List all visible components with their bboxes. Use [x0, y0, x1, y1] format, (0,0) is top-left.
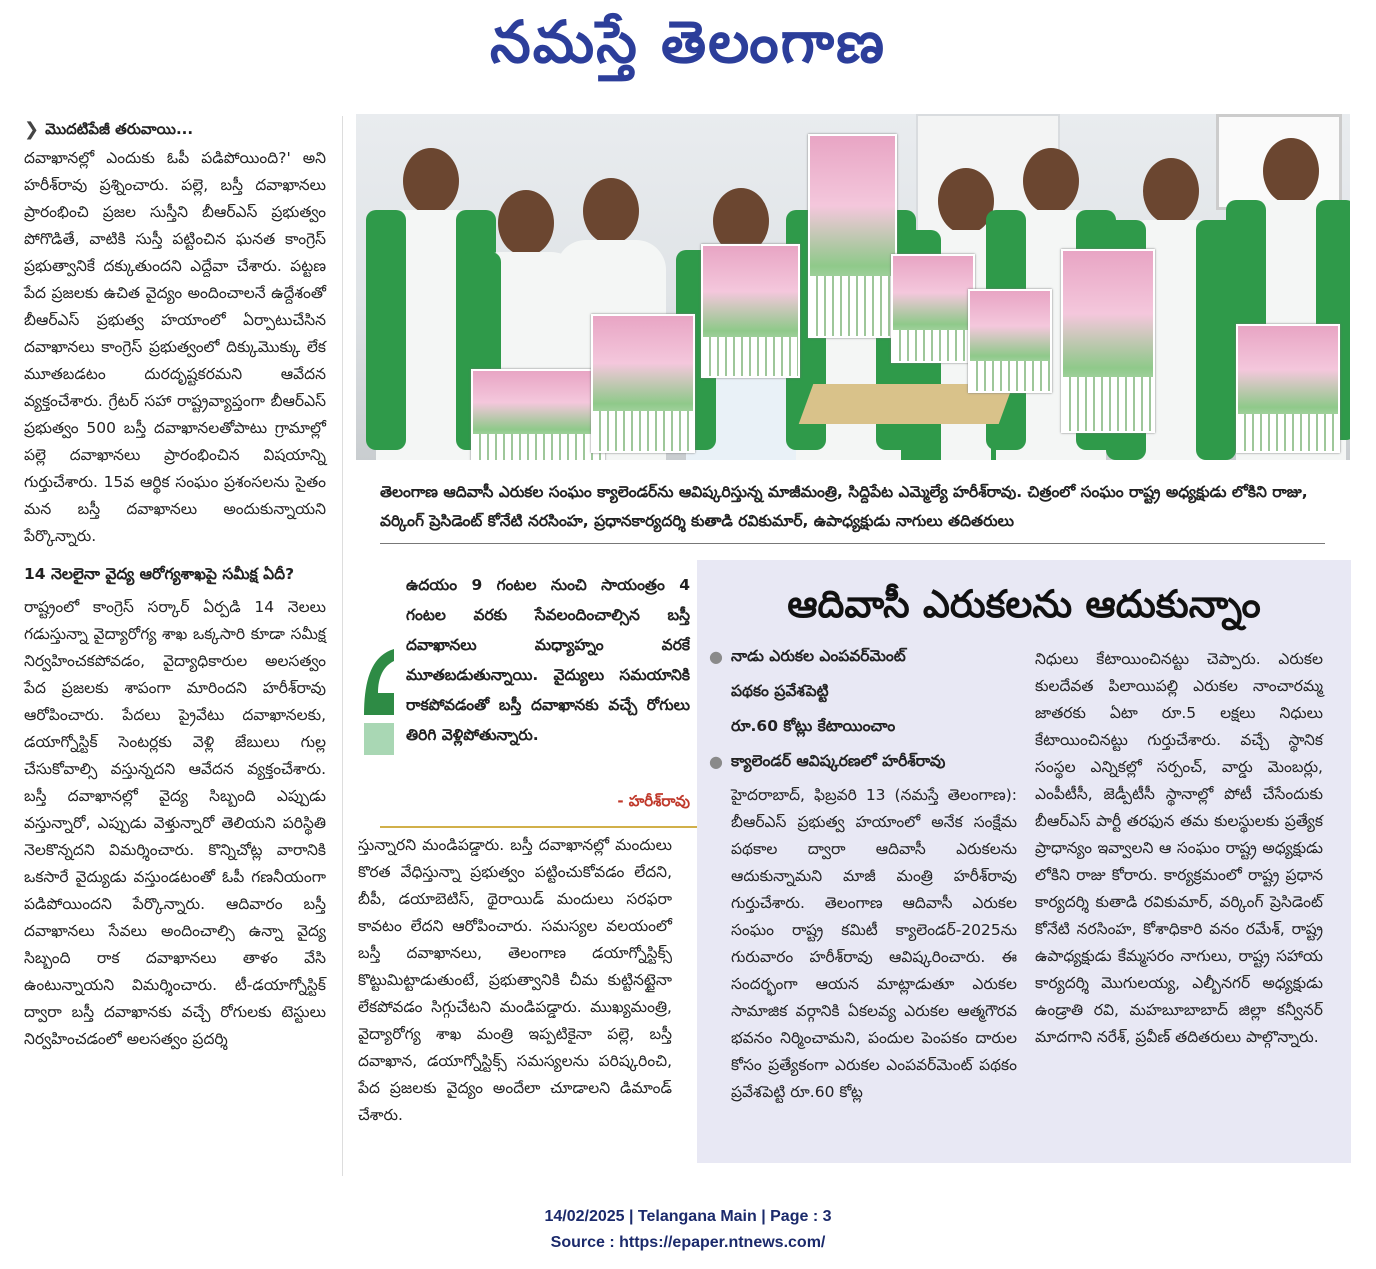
calendar-poster	[591, 314, 695, 453]
article-paragraph: దవాఖానల్లో ఎందుకు ఓపీ పడిపోయింది?' అని హరీశ్‌రావు ప్రశ్నించారు. పల్లె, బస్తీ దవాఖానలు ప్రారంభించి ప్రజల సుస్తీని బీఆర్‌ఎస్‌ ప్రభుత్వం పోగొడితే, వాటికి సుస్తీ పట్టించిన ఘనత కాంగ్రెస్‌ ప్రభుత్వానికే దక్కుతుందని ఎద్దేవా చేశారు. పట్టణ పేద ప్రజలకు ఉచిత వైద్యం అందించాలనే ఉద్దేశంతో బీఆర్‌ఎస్‌ ప్రభుత్వ హయాంలో ఏర్పాటుచేసిన దవాఖానలు కాంగ్రెస్‌ ప్రభుత్వంలో దిక్కుమొక్కు లేక మూతబడటం దురదృష్టకరమని ఆవేదన వ్యక్తంచేశారు. గ్రేటర్‌ సహా రాష్ట్రవ్యాప్తంగా బీఆర్‌ఎస్‌ ప్రభుత్వం 500 బస్తీ దవాఖానలతోపాటు గ్రామాల్లో పల్లె దవాఖానలు ప్రారంభించిన విషయాన్ని గుర్తుచేశారు. 15వ ఆర్థిక సంఘం ప్రశంసలను సైతం మన బస్తీ దవాఖానలు అందుకున్నాయని పేర్కొన్నారు.	[24, 149, 326, 545]
calendar-poster	[471, 369, 605, 460]
calendar-poster	[891, 254, 975, 363]
article-paragraph: స్తున్నారని మండిపడ్డారు. బస్తీ దవాఖానల్లో మందులు కొరత వేధిస్తున్నా ప్రభుత్వం పట్టించుకోవడం లేదని, బీపీ, డయాబెటిస్‌, థైరాయిడ్‌ మందులు సరఫరా కావటం లేదని ఆరోపించారు. సమస్యల వలయంలో బస్తీ దవాఖానలు, తెలంగాణ డయాగ్నోస్టిక్స్‌ కొట్టుమిట్టాడుతుంటే, ప్రభుత్వానికి చీమ కుట్టినట్టైనా లేకపోవడం సిగ్గుచేటని మండిపడ్డారు. ముఖ్యమంత్రి, వైద్యారోగ్య శాఖ మంత్రి ఇప్పటికైనా పల్లె, బస్తీ దవాఖాన, డయాగ్నోస్టిక్స్‌ సమస్యలను పరిష్కరించి, పేద ప్రజలకు వైద్యం అందేలా చూడాలని డిమాండ్‌ చేశారు.	[358, 836, 672, 1124]
chevron-right-icon: ❯	[24, 119, 40, 140]
calendar-poster	[1236, 324, 1340, 453]
quote-attribution: - హరీశ్‌రావు	[617, 792, 690, 810]
box-column-1: హైదరాబాద్‌, ఫిబ్రవరి 13 (నమస్తే తెలంగాణ): బీఆర్‌ఎస్‌ ప్రభుత్వ హయాంలో అనేక సంక్షేమ పథకాల ద్వారా ఆదివాసీ ఎరుకలను ఆదుకున్నామని మాజీ మంత్రి హరీశ్‌రావు గుర్తుచేశారు. తెలంగాణ ఆదివాసీ ఎరుకల సంఘం రాష్ట్ర కమిటీ క్యాలెండర్‌-2025ను గురువారం హరీశ్‌రావు ఆవిష్కరించారు. ఈ సందర్భంగా ఆయన మాట్లాడుతూ ఎరుకల సామాజిక వర్గానికి ఏకలవ్య ఎరుకల ఆత్మగౌరవ భవనం నిర్మించామని, పందుల పెంపకం దారుల కోసం ప్రత్యేకంగా ఎరుకల ఎంపవర్‌మెంట్‌ పథకం ప్రవేశపెట్టి రూ.60 కోట్ల	[731, 786, 1017, 1101]
box-headline: ఆదివాసీ ఎరుకలను ఆదుకున్నాం	[787, 582, 1261, 626]
quote-divider	[380, 826, 700, 828]
calendar-poster	[808, 134, 897, 338]
continuation-header	[24, 116, 326, 143]
bullet-icon: ●	[709, 647, 723, 666]
middle-column	[358, 832, 672, 1129]
bullet-text: రూ.60 కోట్లు కేటాయించాం	[731, 717, 896, 735]
calendar-poster	[968, 289, 1052, 393]
calendar-poster	[1061, 249, 1155, 433]
page-footer	[0, 1204, 1376, 1256]
bullet-text: క్యాలెండర్‌ ఆవిష్కరణలో హరీశ్‌రావు	[730, 752, 946, 770]
continuation-label: మొదటిపేజీ తరువాయి...	[45, 120, 194, 138]
box-column-2: నిధులు కేటాయించినట్టు చెప్పారు. ఎరుకల కులదేవత పిలాయిపల్లి ఎరుకల నాంచారమ్మ జాతరకు ఏటా రూ.5 లక్షలు నిధులు కేటాయించినట్టు గుర్తుచేశారు. వచ్చే స్థానిక సంస్థల ఎన్నికల్లో సర్పంచ్‌, వార్డు మెంబర్లు, ఎంపీటీసీ, జెడ్పీటీసీ స్థానాల్లో పోటీ చేసేందుకు బీఆర్‌ఎస్‌ పార్టీ తరఫున తమ కులస్థులకు ప్రత్యేక ప్రాధాన్యం ఇవ్వాలని ఆ సంఘం రాష్ట్ర అధ్యక్షుడు లోకిని రాజు కోరారు. కార్యక్రమంలో రాష్ట్ర ప్రధాన కార్యదర్శి కుతాడి రవికుమార్‌, వర్కింగ్‌ ప్రెసిడెంట్‌ కోనేటి నరసింహ, కోశాధికారి వనం రమేశ్‌, రాష్ట్ర ఉపాధ్యక్షుడు కేమ్మసరం నాగులు, రాష్ట్ర సహాయ కార్యదర్శి మొగులయ్య, ఎల్బీనగర్‌ అధ్యక్షుడు ఉండ్రాతి రవి, మహబూబాబాద్‌ జిల్లా కన్వీనర్‌ మాదగాని నరేశ్‌, ప్రవీణ్‌ తదితరులు పాల్గొన్నారు.	[1035, 650, 1323, 1046]
article-paragraph: రాష్ట్రంలో కాంగ్రెస్‌ సర్కార్‌ ఏర్పడి 14 నెలలు గడుస్తున్నా వైద్యారోగ్య శాఖ ఒక్కసారి కూడా సమీక్ష నిర్వహించకపోవడం, వైద్యాధికారుల అలసత్వం పేద ప్రజలకు శాపంగా మారిందని హరీశ్‌రావు ఆరోపించారు. పేదలు ప్రైవేటు దవాఖానలకు, డయాగ్నోస్టిక్‌ సెంటర్లకు వెళ్లి జేబులు గుల్ల చేసుకోవాల్సి వస్తున్నదని ఆవేదన వ్యక్తంచేశారు. బస్తీ దవాఖానల్లో వైద్య సిబ్బంది ఎప్పుడు వస్తున్నారో, ఎప్పుడు వెళ్తున్నారో తెలియని పరిస్థితి నెలకొన్నదని విమర్శించారు. కొన్నిచోట్ల వారానికి ఒకసారే వైద్యుడు వస్తుండటంతో ఓపీ గణనీయంగా పడిపోయిందని పేర్కొన్నారు. ఆదివారం బస్తీ దవాఖానలు సేవలు అందించాల్సి ఉన్నా వైద్య సిబ్బంది రాక దవాఖానలు తాళం వేసి ఉంటున్నాయని విమర్శించారు. టీ-డయాగ్నోస్టిక్‌ ద్వారా బస్తీ దవాఖానకు వచ్చే రోగులకు టెస్టులు నిర్వహించడంలో అలసత్వం ప్రదర్శి	[24, 598, 326, 1048]
quote-text: ఉదయం 9 గంటల నుంచి సాయంత్రం 4 గంటల వరకు సేవలందించాల్సిన బస్తీ దవాఖానలు మధ్యాహ్నం వరకే మూతబడుతున్నాయి. వైద్యులు సమయానికి రాకపోవడంతో బస్తీ దవాఖానకు వచ్చే రోగులు తిరిగి వెళ్లిపోతున్నారు.	[406, 576, 690, 744]
column-divider	[342, 116, 343, 1176]
bullet-text: నాడు ఎరుకల ఎంపవర్‌మెంట్‌	[730, 647, 906, 665]
masthead: నమస్తే తెలంగాణ	[490, 8, 886, 76]
bullet-text: పథకం ప్రవేశపెట్టి	[731, 682, 829, 700]
bullet-icon: ●	[709, 752, 723, 771]
left-column	[24, 116, 326, 1053]
quote-mark-icon	[360, 645, 396, 755]
footer-source-line: Source : https://epaper.ntnews.com/	[550, 1234, 826, 1251]
story-box	[697, 560, 1351, 1163]
subheading: 14 నెలలైనా వైద్య ఆరోగ్యశాఖపై సమీక్ష ఏదీ?	[24, 565, 295, 583]
caption-divider	[380, 543, 1325, 544]
photo-caption: తెలంగాణ ఆదివాసీ ఎరుకల సంఘం క్యాలెండర్‌ను ఆవిష్కరిస్తున్న మాజీమంత్రి, సిద్దిపేట ఎమ్మెల్యే హరీశ్‌రావు. చిత్రంలో సంఘం రాష్ట్ర అధ్యక్షుడు లోకిని రాజు, వర్కింగ్‌ ప్రెసిడెంట్‌ కోనేటి నరసింహ, ప్రధానకార్యదర్శి కుతాడి రవికుమార్‌, ఉపాధ్యక్షుడు నాగులు తదితరులు	[380, 483, 1308, 530]
calendar-poster	[701, 244, 800, 378]
footer-date-line: 14/02/2025 | Telangana Main | Page : 3	[544, 1208, 832, 1225]
news-photo	[356, 114, 1350, 460]
box-bullets	[709, 642, 1027, 776]
